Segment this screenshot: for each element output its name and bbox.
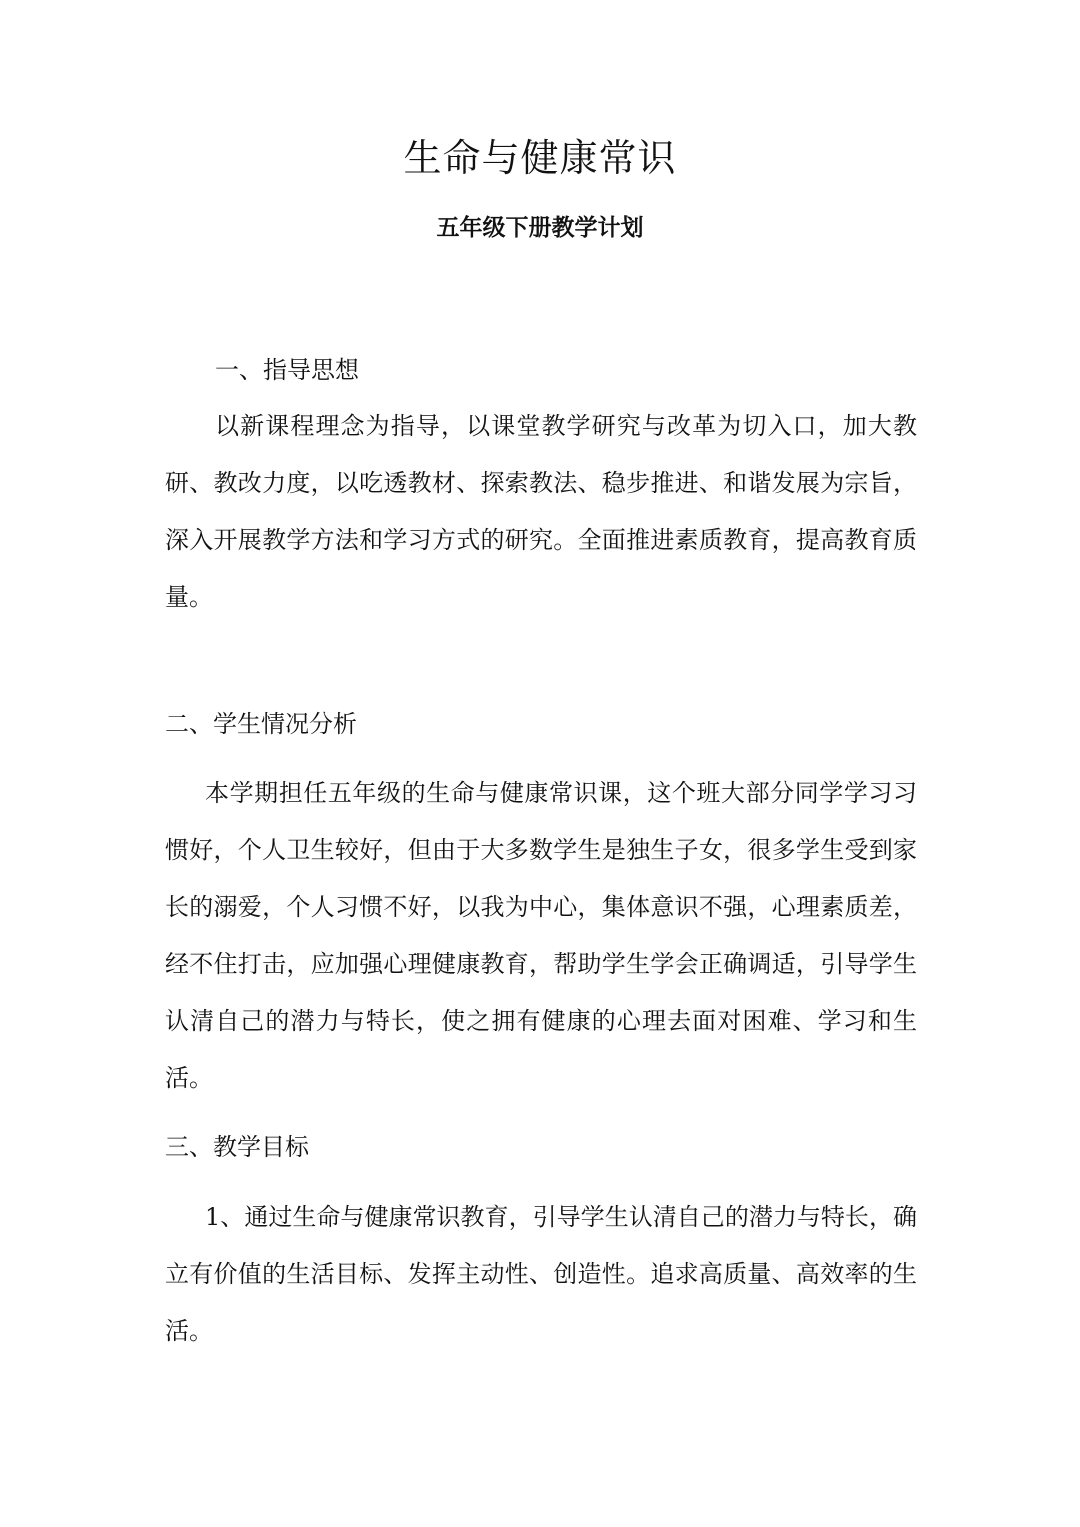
- section-heading-student-analysis: 二、学生情况分析: [165, 710, 357, 738]
- section-paragraph-guiding-ideology: 以新课程理念为指导，以课堂教学研究与改革为切入口，加大教研、教改力度，以吃透教材、探索教法、稳步推进、和谐发展为宗旨，深入开展教学方法和学习方式的研究。全面推进素质教育，提高教育质量。: [165, 412, 917, 611]
- section-paragraph-teaching-goals: 1、通过生命与健康常识教育，引导学生认清自己的潜力与特长，确立有价值的生活目标、发挥主动性、创造性。追求高质量、高效率的生活。: [165, 1203, 917, 1345]
- document-subtitle: 五年级下册教学计划: [436, 214, 644, 241]
- section-paragraph-student-analysis: 本学期担任五年级的生命与健康常识课，这个班大部分同学学习习惯好，个人卫生较好，但由于大多数学生是独生子女，很多学生受到家长的溺爱，个人习惯不好，以我为中心，集体意识不强，心理素质差，经不住打击，应加强心理健康教育，帮助学生学会正确调适，引导学生认清自己的潜力与特长，使之拥有健康的心理去面对困难、学习和生活。: [165, 779, 917, 1092]
- section-heading-teaching-goals: 三、教学目标: [165, 1133, 309, 1161]
- section-heading-guiding-ideology: 一、指导思想: [215, 356, 359, 384]
- document-title: 生命与健康常识: [403, 136, 677, 180]
